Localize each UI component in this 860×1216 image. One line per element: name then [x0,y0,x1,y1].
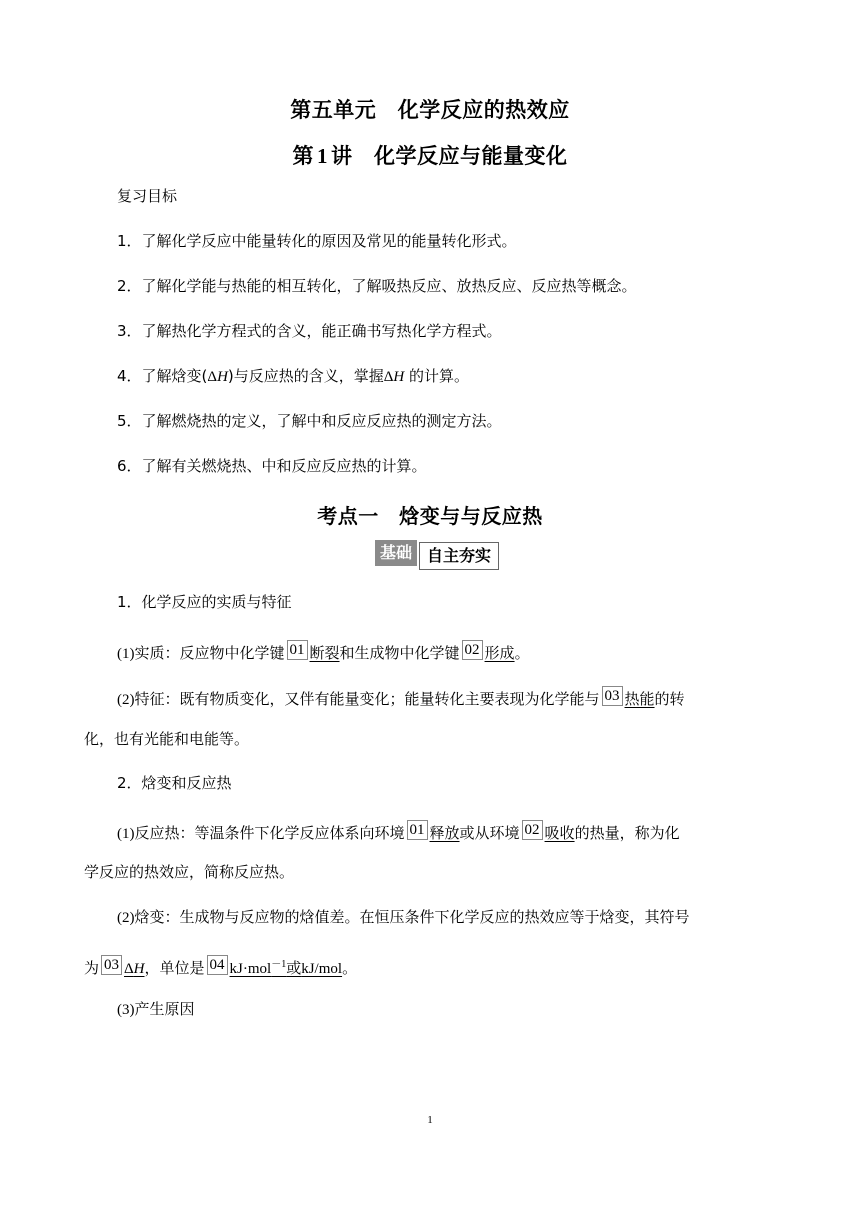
text: 的转 [654,690,685,708]
item-label: (2) [117,910,135,926]
badge-basic: 基础 [375,540,417,566]
text: 产生原因 [134,1000,195,1018]
lecture-suffix: 讲 化学反应与能量变化 [331,144,568,168]
blank-number-box: 01 [407,820,428,840]
paragraph-1-2-cont: 化，也有光能和电能等。 [84,730,250,748]
objectives-heading: 复习目标 [117,187,178,205]
text: 为 [84,959,100,977]
objective-4 [117,366,817,387]
heading-1: 1．化学反应的实质与特征 [117,593,292,611]
text: 和生成物中化学键 [339,644,460,662]
answer-text [230,959,343,977]
section-badge [375,540,499,570]
text: 实质：反应物中化学键 [134,644,285,662]
objective-4-part2: )与反应热的含义，掌握 [227,367,384,385]
objective-5: 5．了解燃烧热的定义，了解中和反应反应热的测定方法。 [117,412,502,430]
paragraph-2-1-cont: 学反应的热效应，简称反应热。 [84,863,295,881]
blank-number-box: 04 [207,955,228,975]
paragraph-1-1 [117,640,817,664]
objective-3: 3．了解热化学方程式的含义，能正确书写热化学方程式。 [117,322,502,340]
page-number: 1 [427,1114,433,1126]
text: 或从环境 [459,824,520,842]
unit-text: kJ·mol [229,961,272,977]
superscript: －1 [271,959,287,970]
item-label: (2) [117,692,135,708]
enthalpy-symbol: H [133,961,145,977]
answer-text: 断裂 [309,644,340,662]
delta-symbol: Δ [383,369,394,385]
answer-text [124,961,145,977]
enthalpy-symbol: H [393,369,405,385]
text: 特征：既有物质变化，又伴有能量变化；能量转化主要表现为化学能与 [134,690,600,708]
blank-number-box: 02 [522,820,543,840]
enthalpy-symbol: H [217,369,228,385]
blank-number-box: 03 [602,686,623,706]
item-label: (3) [117,1002,135,1018]
answer-text: 热能 [624,690,655,708]
objective-6: 6．了解有关燃烧热、中和反应反应热的计算。 [117,457,427,475]
objective-4-part3: 的计算。 [404,367,470,385]
blank-number-box: 03 [101,955,122,975]
objective-1: 1．了解化学反应中能量转化的原因及常见的能量转化形式。 [117,232,517,250]
text: 或 [286,959,302,977]
paragraph-2-2-cont [84,955,784,979]
section-title: 考点一 焓变与与反应热 [317,504,543,528]
lecture-title [0,140,860,170]
text: 焓变：生成物与反应物的焓值差。在恒压条件下化学反应的热效应等于焓变，其符号 [134,908,690,926]
objective-2: 2．了解化学能与热能的相互转化，了解吸热反应、放热反应、反应热等概念。 [117,277,637,295]
blank-number-box: 02 [462,640,483,660]
answer-text: 形成 [484,644,515,662]
text: 反应热：等温条件下化学反应体系向环境 [134,824,405,842]
answer-text: 吸收 [544,824,575,842]
answer-text: 释放 [429,824,460,842]
blank-number-box: 01 [287,640,308,660]
text: ，单位是 [144,959,205,977]
unit-title: 第五单元 化学反应的热效应 [290,98,570,122]
text: 。 [514,644,530,662]
unit-text: kJ/mol [301,961,343,977]
objective-4-part1: 4．了解焓变( [117,367,208,385]
delta-symbol: Δ [207,369,218,385]
lecture-prefix: 第 [292,144,314,168]
paragraph-1-2 [117,686,817,710]
delta-symbol: Δ [124,961,134,977]
item-label: (1) [117,826,135,842]
lecture-number: 1 [317,144,328,168]
text: 的热量，称为化 [574,824,680,842]
paragraph-2-2 [117,907,817,928]
paragraph-2-3 [117,999,817,1020]
paragraph-2-1 [117,820,817,844]
text: 。 [342,959,358,977]
item-label: (1) [117,646,135,662]
badge-self-study: 自主夯实 [419,542,499,570]
heading-2: 2．焓变和反应热 [117,774,232,792]
